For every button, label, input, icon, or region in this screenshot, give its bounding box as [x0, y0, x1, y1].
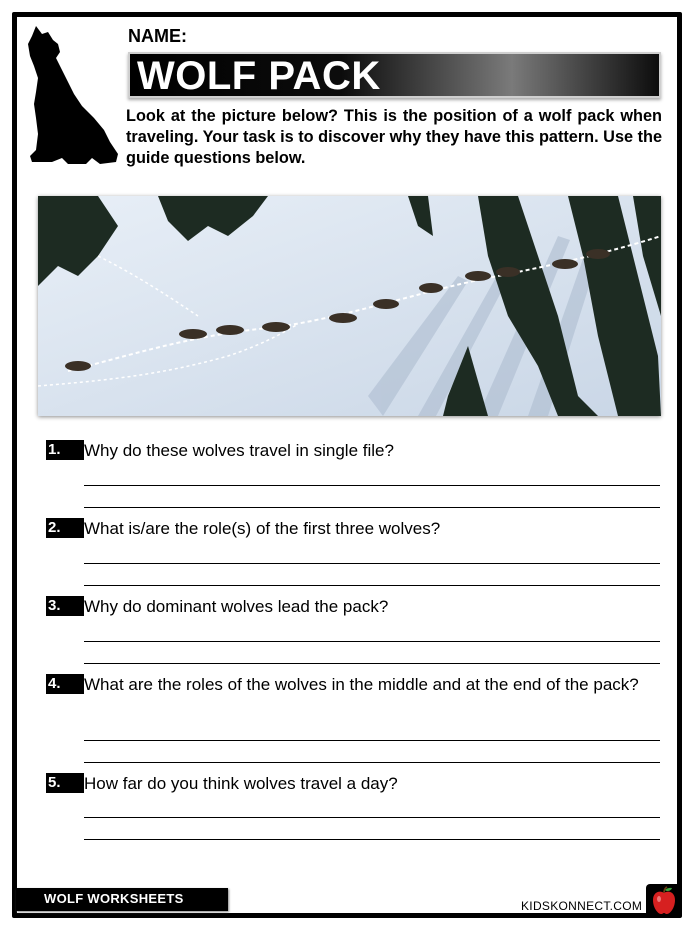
site-link[interactable]: KIDSKONNECT.COM: [521, 899, 643, 913]
question-number: 3.: [46, 596, 84, 616]
question-text: What are the roles of the wolves in the middle and at the end of the pack?: [84, 675, 639, 694]
answer-line[interactable]: [84, 507, 660, 508]
title-banner: [128, 52, 661, 98]
howling-wolf-icon: [22, 22, 120, 168]
question-number: 4.: [46, 674, 84, 694]
question-1: [46, 440, 662, 510]
footer-label: WOLF WORKSHEETS: [44, 891, 184, 906]
answer-line[interactable]: [84, 762, 660, 763]
answer-line[interactable]: [84, 740, 660, 741]
page-title: WOLF PACK: [137, 54, 381, 98]
answer-line[interactable]: [84, 839, 660, 840]
question-number: 1.: [46, 440, 84, 460]
question-text: How far do you think wolves travel a day?: [84, 774, 398, 793]
name-label: NAME:: [128, 26, 187, 46]
question-4: [46, 674, 662, 766]
intro-text: Look at the picture below? This is the position of a wolf pack when traveling. Your task is to discover why they have this pattern. Use the guide questions below.: [126, 107, 662, 167]
question-text: Why do these wolves travel in single file?: [84, 441, 394, 460]
kidskonnect-logo: [646, 884, 682, 918]
footer-banner: [16, 888, 228, 911]
answer-line[interactable]: [84, 817, 660, 818]
answer-line[interactable]: [84, 641, 660, 642]
question-number: 5.: [46, 773, 84, 793]
answer-line[interactable]: [84, 485, 660, 486]
answer-line[interactable]: [84, 585, 660, 586]
question-3: [46, 596, 662, 666]
question-text: What is/are the role(s) of the first three wolves?: [84, 519, 441, 538]
wolf-pack-photo: [38, 196, 661, 416]
answer-line[interactable]: [84, 663, 660, 664]
question-2: [46, 518, 662, 588]
apple-icon: [646, 884, 682, 918]
answer-line[interactable]: [84, 563, 660, 564]
question-number: 2.: [46, 518, 84, 538]
question-text: Why do dominant wolves lead the pack?: [84, 597, 389, 616]
question-5: [46, 773, 662, 843]
